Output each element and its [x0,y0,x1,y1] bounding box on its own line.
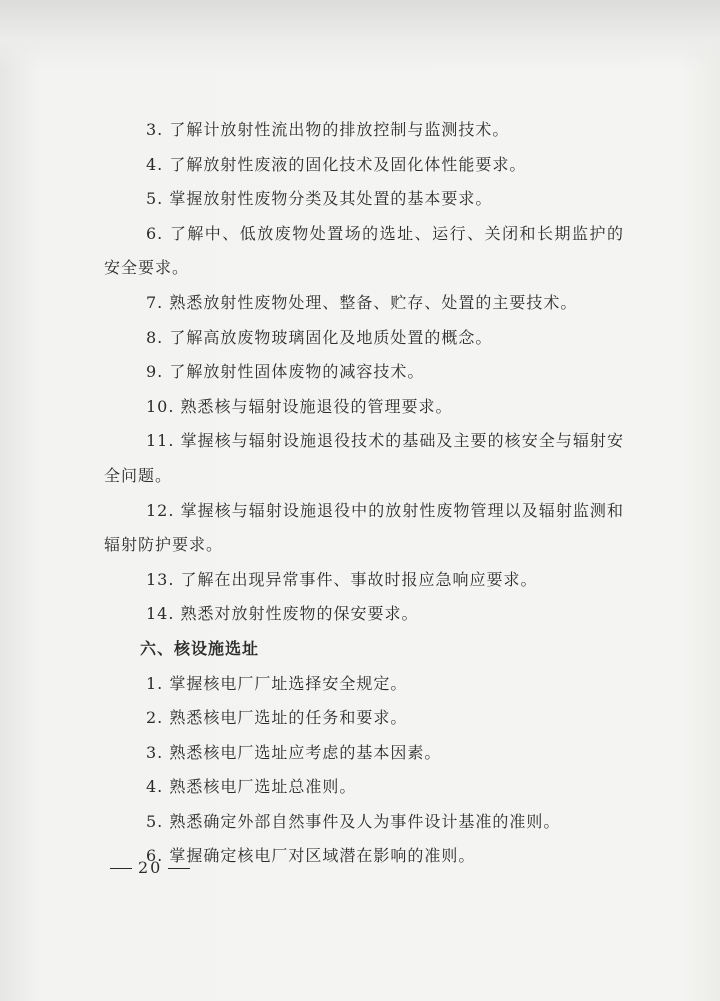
paragraph-item: 14. 熟悉对放射性废物的保安要求。 [146,604,419,624]
paragraph-item: 4. 熟悉核电厂选址总准则。 [146,777,357,797]
paragraph-item: 10. 熟悉核与辐射设施退役的管理要求。 [146,396,453,416]
dash-left [110,868,132,869]
paragraph-item: 3. 熟悉核电厂选址应考虑的基本因素。 [146,742,442,762]
paragraph-item: 8. 了解高放废物玻璃固化及地质处置的概念。 [146,327,493,347]
paragraph-item: 6. 了解中、低放废物处置场的选址、运行、关闭和长期监护的安全要求。 [104,223,624,278]
page-number [104,858,196,877]
paragraph-item: 5. 掌握放射性废物分类及其处置的基本要求。 [146,189,493,209]
paragraph-item: 12. 掌握核与辐射设施退役中的放射性废物管理以及辐射监测和辐射防护要求。 [104,500,624,555]
paragraph-item: 13. 了解在出现异常事件、事故时报应急响应要求。 [146,569,538,589]
scan-shadow [0,0,720,70]
dash-right [168,868,190,869]
document-body [104,113,624,874]
paragraph-item: 6. 掌握确定核电厂对区域潜在影响的准则。 [146,846,476,866]
paragraph-item: 2. 熟悉核电厂选址的任务和要求。 [146,708,408,728]
page-number-value: 20 [138,858,163,877]
paragraph-item: 5. 熟悉确定外部自然事件及人为事件设计基准的准则。 [146,811,561,831]
paragraph-item: 4. 了解放射性废液的固化技术及固化体性能要求。 [146,154,527,174]
paragraph-item: 7. 熟悉放射性废物处理、整备、贮存、处置的主要技术。 [146,292,578,312]
paragraph-item: 11. 掌握核与辐射设施退役技术的基础及主要的核安全与辐射安全问题。 [104,431,624,485]
paragraph-item: 1. 掌握核电厂厂址选择安全规定。 [146,673,408,693]
paragraph-item: 3. 了解计放射性流出物的排放控制与监测技术。 [146,120,510,139]
section-heading: 六、核设施选址 [140,638,260,658]
paragraph-item: 9. 了解放射性固体废物的减容技术。 [146,362,425,382]
